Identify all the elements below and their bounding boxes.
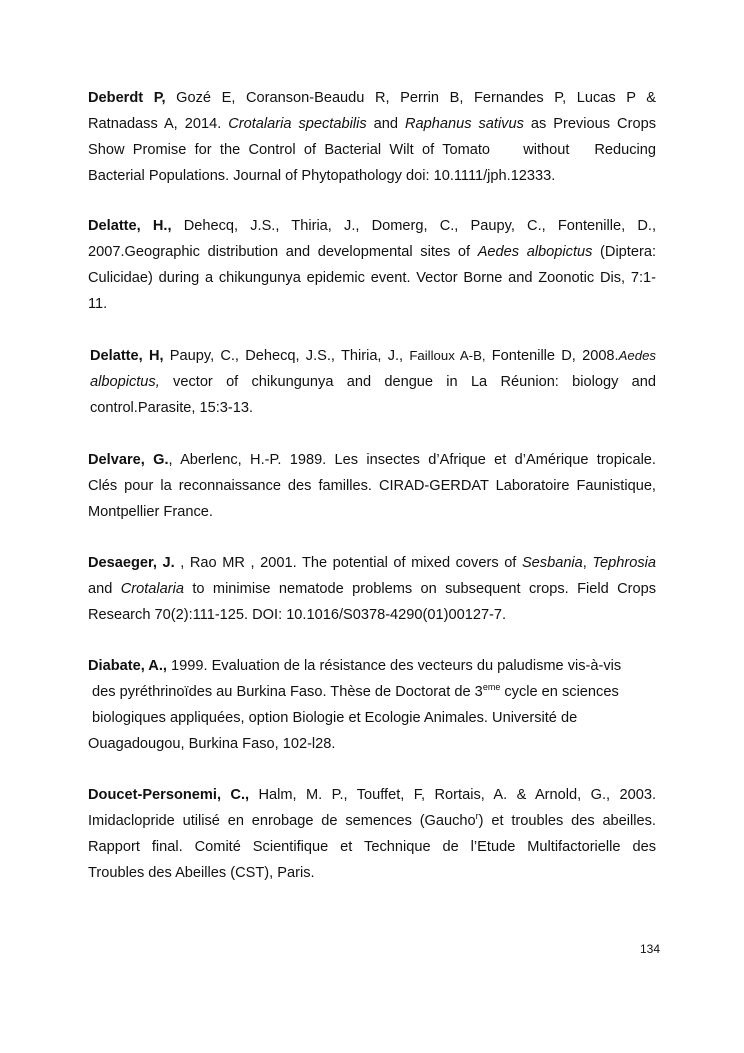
species-name: Tephrosia [592, 555, 656, 571]
reference-author: Doucet-Personemi, C., [88, 787, 250, 803]
page-number: 134 [639, 942, 660, 956]
reference-line: albopictus, vector of chikungunya and dengue in La Réunion: biology and [90, 374, 656, 390]
reference-line: Delatte, H, Paupy, C., Dehecq, J.S., Thiria, J., Failloux A-B, Fontenille D, 2008.Aedes [90, 348, 656, 364]
species-name: Raphanus sativus [404, 116, 524, 132]
reference-line: Imidaclopride utilisé en enrobage de semences (Gaucho$^r$) et troubles des abeilles. [88, 811, 656, 829]
reference-entry-deberdt [88, 85, 656, 189]
reference-entry-delatte-2008 [90, 343, 656, 421]
reference-line: 2007.Geographic distribution and developmental sites of Aedes albopictus (Diptera: [88, 244, 656, 260]
reference-line: biologiques appliquées, option Biologie et Ecologie Animales. Université de [88, 710, 578, 726]
reference-entry-delvare [88, 447, 656, 525]
reference-line: 11. [88, 296, 108, 312]
reference-author: Delvare, G. [88, 452, 169, 468]
reference-author: Deberdt P, [88, 90, 166, 106]
reference-line: Bacterial Populations. Journal of Phytopathology doi: 10.1111/jph.12333. [88, 168, 556, 184]
reference-entry-diabate [88, 653, 656, 757]
species-name: Sesbania [521, 555, 583, 571]
reference-line: Rapport final. Comité Scientifique et Technique de l’Etude Multifactorielle des [88, 839, 656, 855]
reference-author: Desaeger, J. [88, 555, 175, 571]
reference-entry-delatte-2007 [88, 213, 656, 317]
reference-line: Research 70(2):111-125. DOI: 10.1016/S0378-4290(01)00127-7. [88, 607, 507, 623]
species-name: albopictus, [90, 374, 160, 390]
reference-line: Culicidae) during a chikungunya epidemic event. Vector Borne and Zoonotic Dis, 7:1- [88, 270, 656, 286]
reference-author: Diabate, A., [88, 658, 167, 674]
reference-entry-desaeger [88, 550, 656, 628]
reference-author: Delatte, H., [88, 218, 172, 234]
reference-line: Doucet-Personemi, C., Halm, M. P., Touffet, F, Rortais, A. & Arnold, G., 2003. [88, 787, 656, 803]
species-name: Aedes [618, 348, 656, 363]
superscript: eme [482, 682, 501, 692]
species-name: Aedes albopictus [477, 244, 593, 260]
reference-line: control.Parasite, 15:3-13. [90, 400, 254, 416]
reference-line: Ouagadougou, Burkina Faso, 102-l28. [88, 736, 336, 752]
reference-line: des pyréthrinoïdes au Burkina Faso. Thèse de Doctorat de 3eme cycle en sciences [88, 682, 619, 700]
species-name: Crotalaria [120, 581, 184, 597]
species-name: Crotalaria spectabilis [228, 116, 367, 132]
reference-line: Clés pour la reconnaissance des familles. CIRAD-GERDAT Laboratoire Faunistique, [88, 478, 656, 494]
reference-line: Show Promise for the Control of Bacterial Wilt of Tomato without Reducing [88, 142, 656, 158]
reference-line: Montpellier France. [88, 504, 213, 520]
reference-line: Deberdt P, Gozé E, Coranson-Beaudu R, Perrin B, Fernandes P, Lucas P & [88, 90, 656, 106]
reference-line: Delvare, G., Aberlenc, H.-P. 1989. Les insectes d’Afrique et d’Amérique tropicale. [88, 452, 656, 468]
superscript: r [475, 811, 479, 821]
reference-line: Ratnadass A, 2014. Crotalaria spectabilis and Raphanus sativus as Previous Crops [88, 116, 656, 132]
reference-line: and Crotalaria to minimise nematode problems on subsequent crops. Field Crops [88, 581, 656, 597]
reference-line: Desaeger, J. , Rao MR , 2001. The potential of mixed covers of Sesbania, Tephrosia [88, 555, 656, 571]
reference-line: Troubles des Abeilles (CST), Paris. [88, 865, 315, 881]
reference-author: Delatte, H, [90, 348, 164, 364]
reference-line: Delatte, H., Dehecq, J.S., Thiria, J., Domerg, C., Paupy, C., Fontenille, D., [88, 218, 656, 234]
reference-line: Diabate, A., 1999. Evaluation de la résistance des vecteurs du paludisme vis-à-vis [88, 658, 622, 674]
reference-entry-doucet-personemi [88, 782, 656, 886]
